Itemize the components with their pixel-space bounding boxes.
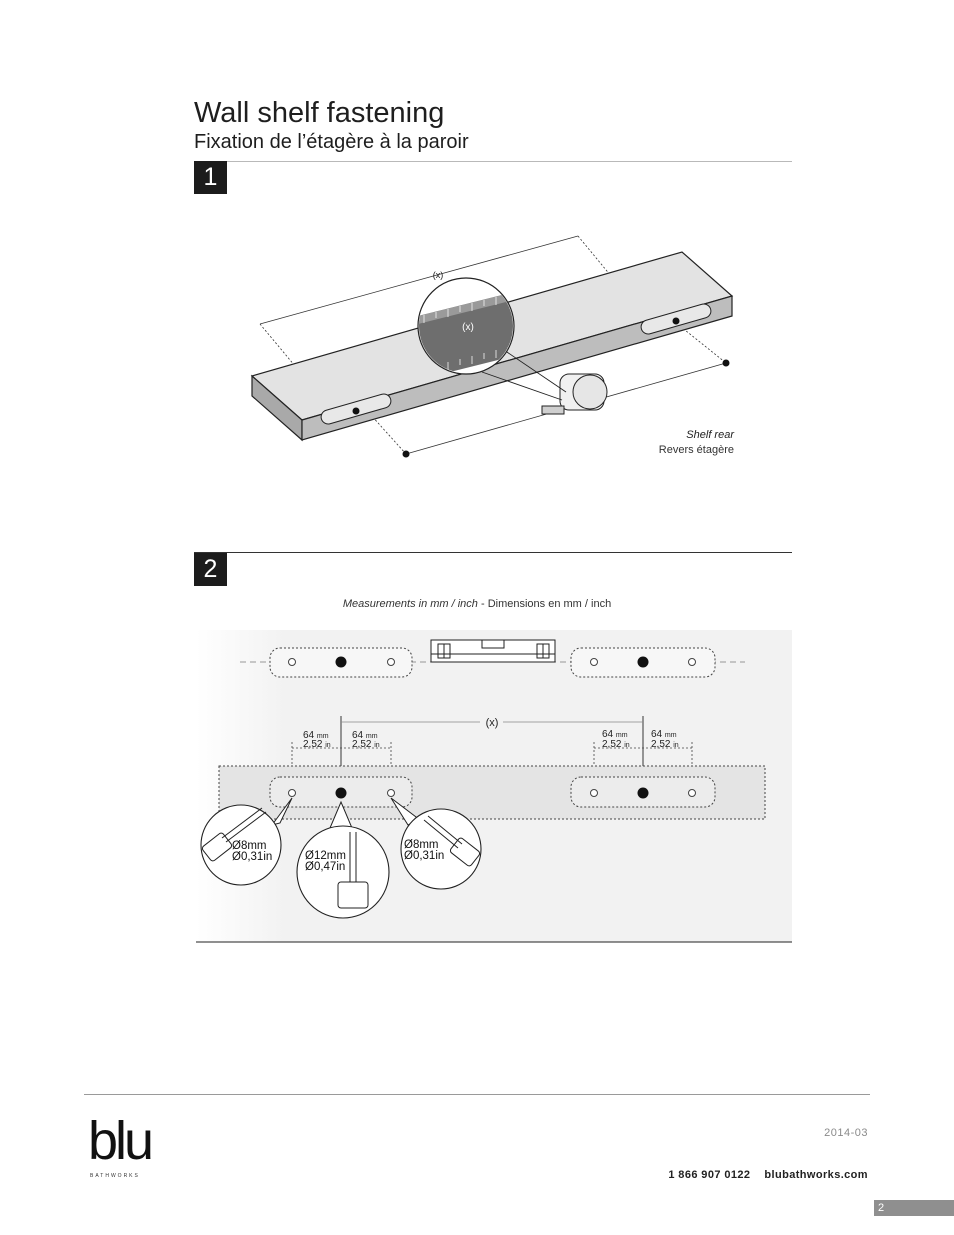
website-link[interactable]: blubathworks.com	[764, 1169, 868, 1181]
brand-subtitle: BATHWORKS	[90, 1173, 140, 1179]
page-subtitle: Fixation de l’étagère à la paroir	[194, 131, 469, 153]
drilling-diagram	[0, 620, 954, 950]
tape-measure	[542, 374, 607, 414]
drill-left-mm: Ø8mm	[232, 840, 267, 852]
step-1-badge: 1	[194, 161, 227, 194]
svg-text:64 mm: 64 mm	[651, 729, 677, 740]
svg-text:64 mm: 64 mm	[303, 730, 329, 741]
svg-text:64 mm: 64 mm	[352, 730, 378, 741]
svg-text:2,52 in: 2,52 in	[651, 739, 679, 750]
magnifier-x-marker: (x)	[462, 322, 474, 333]
measurements-caption-en: Measurements in mm / inch	[342, 598, 478, 610]
shelf-rear-label: Shelf rear	[686, 429, 734, 441]
step-2-divider	[194, 552, 792, 553]
page-number: 2	[878, 1202, 885, 1214]
footer-divider	[84, 1094, 870, 1095]
top-x-marker: (x)	[432, 270, 444, 280]
svg-text:64 mm: 64 mm	[602, 729, 628, 740]
drill-center-in: Ø0,47in	[305, 861, 346, 873]
page-number-box	[874, 1200, 954, 1216]
drill-right-mm: Ø8mm	[404, 839, 439, 851]
drill-right-in: Ø0,31in	[404, 850, 445, 862]
contact-line	[654, 1169, 868, 1181]
step-2-badge: 2	[194, 553, 227, 586]
brand-logo: blu	[88, 1111, 152, 1171]
drill-left-in: Ø0,31in	[232, 851, 273, 863]
shelf-rear-label-fr: Revers étagère	[658, 444, 734, 456]
document-date: 2014-03	[824, 1127, 868, 1139]
measurements-caption	[0, 598, 954, 610]
svg-text:2,52 in: 2,52 in	[303, 739, 331, 750]
x-dimension-label: (x)	[485, 717, 499, 729]
phone-number: 1 866 907 0122	[668, 1169, 751, 1181]
svg-text:2,52 in: 2,52 in	[602, 739, 630, 750]
spirit-level	[431, 640, 555, 662]
page-title: Wall shelf fastening	[194, 97, 445, 129]
shelf-measuring-illustration	[0, 0, 954, 520]
svg-text:2,52 in: 2,52 in	[352, 739, 380, 750]
drill-center-mm: Ø12mm	[305, 850, 346, 862]
measurements-caption-fr: - Dimensions en mm / inch	[477, 598, 612, 610]
